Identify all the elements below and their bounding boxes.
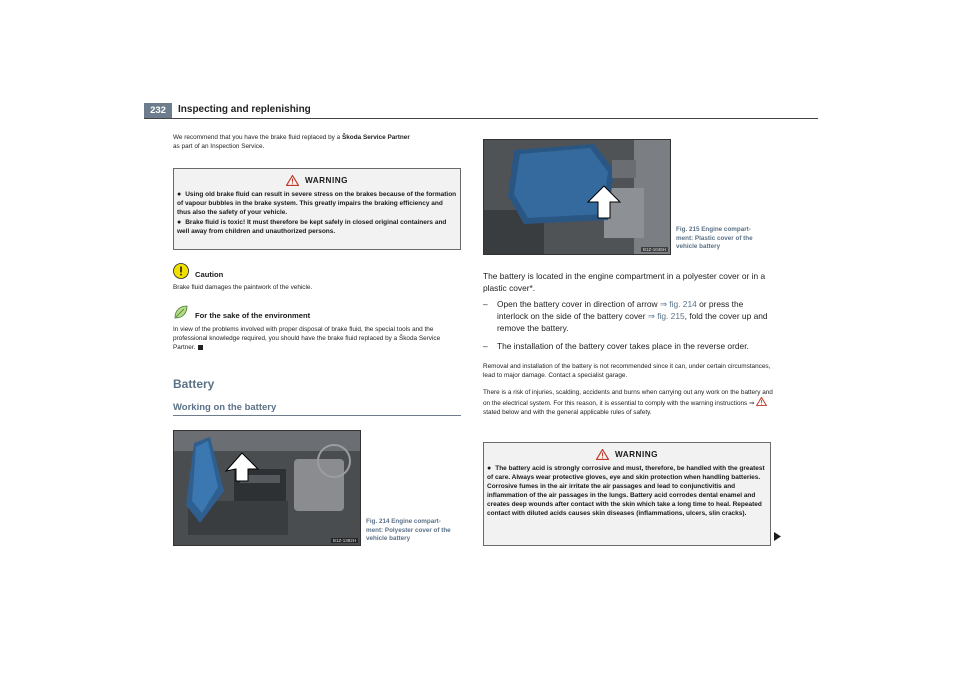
figure-code: B1Z-1046H xyxy=(642,247,666,252)
subsection-rule xyxy=(173,415,461,416)
warning-triangle-icon xyxy=(596,449,609,460)
warning-item: ● Brake fluid is toxic! It must therefore be kept safely in closed original containers and well away from children and unauthorized persons. xyxy=(177,219,447,235)
warning-heading: WARNING xyxy=(484,449,770,460)
caution-heading: Caution xyxy=(173,262,223,279)
caution-text: Brake fluid damages the paintwork of the vehicle. xyxy=(173,284,313,291)
environment-text: In view of the problems involved with proper disposal of brake fluid, the special tools and the professional knowledge required, you should have the brake fluid replaced by a Škoda Service Partner. xyxy=(173,326,441,351)
step-open-cover: – Open the battery cover in direction of arrow ⇒ fig. 214 or press the interlock on the side of the battery cover ⇒ fig. 215, fold the cover up and remove the battery. xyxy=(483,299,768,333)
figure-214-image xyxy=(173,430,361,546)
warning-box-brake-fluid xyxy=(173,168,461,250)
step-install-cover: – The installation of the battery cover takes place in the reverse order. xyxy=(483,341,749,351)
intro-paragraph: We recommend that you have the brake fluid replaced by a Škoda Service Partner as part of an Inspection Service. xyxy=(173,134,410,150)
figure-215-caption: Fig. 215 Engine compart- ment: Plastic cover of the vehicle battery xyxy=(676,226,753,250)
warning-item: ● Using old brake fluid can result in severe stress on the brakes because of the formation of vapour bubbles in the brake system. This greatly impairs the braking efficiency and thus also the safety of your vehicle. xyxy=(177,191,457,216)
warning-box-battery-acid xyxy=(483,442,771,546)
bullet-icon: ● xyxy=(177,191,182,198)
bullet-icon: ● xyxy=(177,219,182,226)
environment-leaf-icon xyxy=(173,304,189,320)
figure-code: B1Z-1382H xyxy=(332,538,356,543)
page-number: 232 xyxy=(144,103,172,118)
figure-214-caption: Fig. 214 Engine compart- ment: Polyester cover of the vehicle battery xyxy=(366,518,451,542)
subsection-title: Working on the battery xyxy=(173,402,277,413)
end-of-section-icon xyxy=(198,345,203,350)
battery-location-paragraph: The battery is located in the engine compartment in a polyester cover or in a plastic cover*. xyxy=(483,271,766,293)
continue-arrow-icon xyxy=(773,531,782,542)
bullet-icon: ● xyxy=(487,465,492,472)
safety-note: There is a risk of injuries, scalding, accidents and burns when carrying out any work on the battery and on the electrical system. For this reason, it is essential to comply with the warning instructions ⇒ stated below and with the general applicable rules of safety. xyxy=(483,389,773,416)
header-rule xyxy=(144,118,818,119)
running-header-title: Inspecting and replenishing xyxy=(178,104,311,115)
fig-215-link[interactable]: ⇒ fig. 215 xyxy=(647,311,685,321)
removal-note: Removal and installation of the battery is not recommended since it can, under certain circumstances, lead to major damage. Contact a specialist garage. xyxy=(483,363,771,379)
figure-215-image xyxy=(483,139,671,255)
warning-item: ● The battery acid is strongly corrosive and must, therefore, be handled with the greatest of care. Always wear protective gloves, eye and skin protection when handling batteries. Corrosive fumes in the air irritate the air passages and lead to conjunctivitis and inflammation of the air passages in the lungs. Battery acid corrodes dental enamel and creates deep wounds after contact with the skin which take a long time to heal. Repeated contact with diluted acids causes skin diseases (inflammations, ulcers, slin cracks). xyxy=(487,465,765,517)
engine-compartment-plastic-cover-illustration xyxy=(484,140,670,254)
warning-heading: WARNING xyxy=(174,175,460,186)
environment-heading: For the sake of the environment xyxy=(173,303,310,320)
fig-214-link[interactable]: ⇒ fig. 214 xyxy=(659,299,697,309)
caution-circle-icon xyxy=(173,263,189,279)
warning-triangle-icon xyxy=(286,175,299,186)
section-title: Battery xyxy=(173,377,215,391)
engine-compartment-polyester-cover-illustration xyxy=(174,431,360,545)
warning-triangle-icon xyxy=(756,397,767,406)
